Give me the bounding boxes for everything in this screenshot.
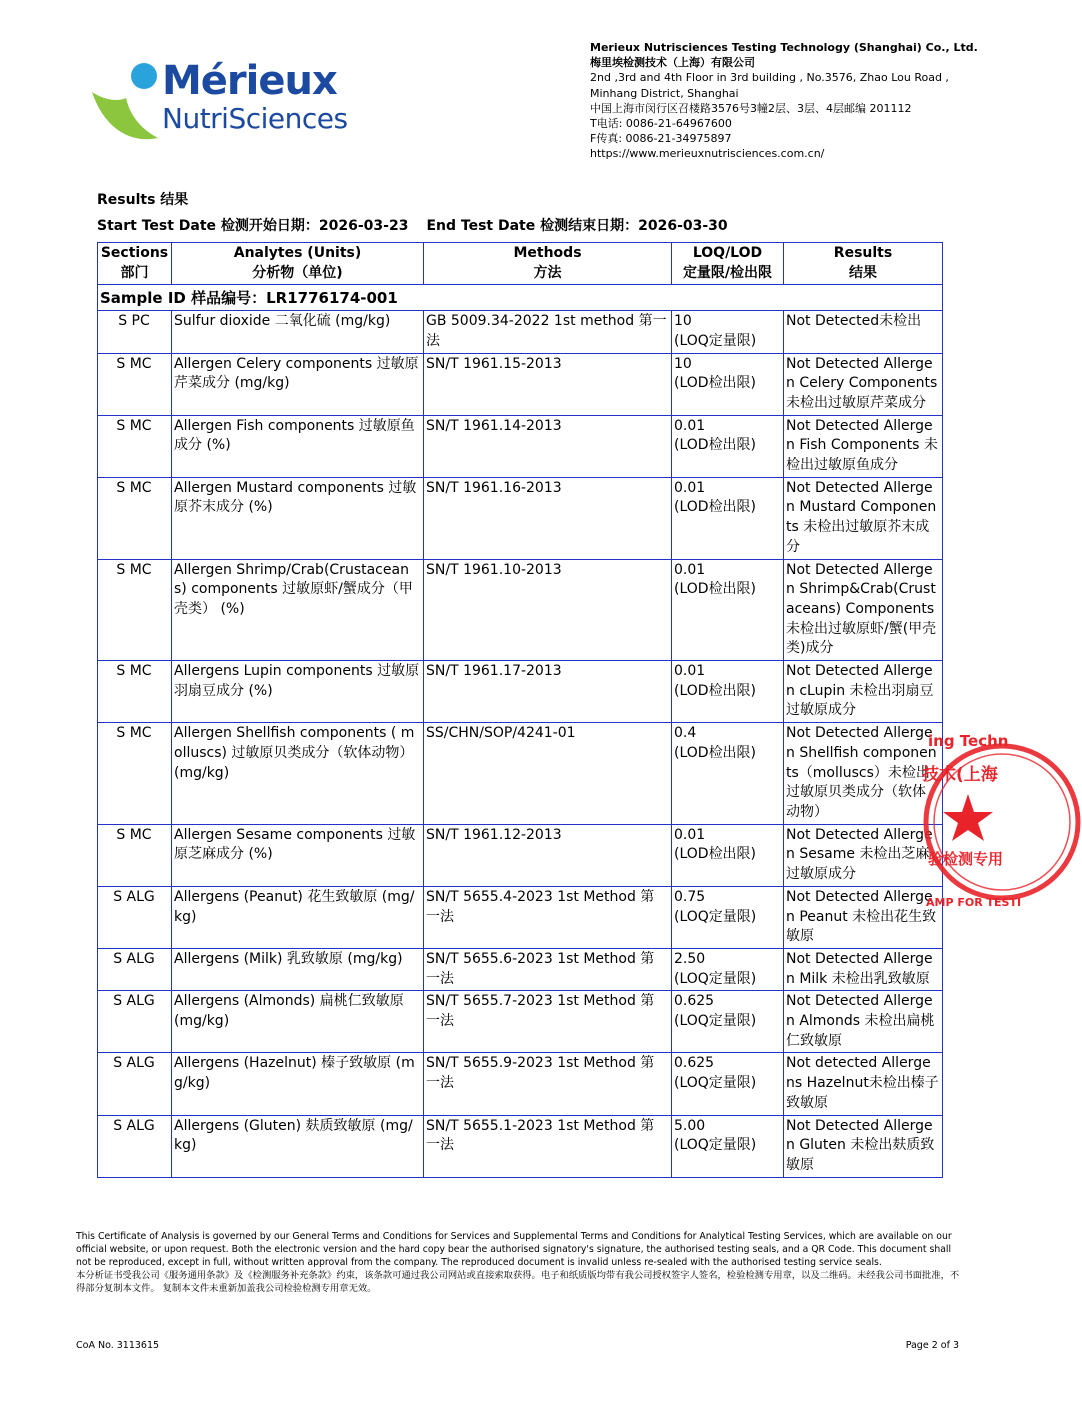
table-row [98, 353, 943, 415]
analyte-cell: Sulfur dioxide 二氧化硫 (mg/kg) [172, 311, 424, 353]
company-address-cn: 中国上海市闵行区召楼路3576号3幢2层、3层、4层邮编 201112 [590, 101, 912, 115]
section-cell: S ALG [98, 1053, 172, 1115]
header-methods: Methods 方法 [424, 243, 672, 285]
loq-cell: 0.01 (LOD检出限) [672, 661, 784, 723]
table-row [98, 991, 943, 1053]
loq-cell: 5.00 (LOQ定量限) [672, 1115, 784, 1177]
section-cell: S MC [98, 477, 172, 559]
result-cell: Not Detected Allergen cLupin 未检出羽扇豆过敏原成分 [784, 661, 943, 723]
result-cell: Not Detected Allergen Shellfish components（molluscs）未检出过敏原贝类成分（软体动物） [784, 723, 943, 825]
section-cell: S MC [98, 824, 172, 886]
analyte-cell: Allergens (Gluten) 麸质致敏原 (mg/kg) [172, 1115, 424, 1177]
results-table [97, 242, 943, 1178]
loq-cell: 0.625 (LOQ定量限) [672, 991, 784, 1053]
analyte-cell: Allergen Shrimp/Crab(Crustaceans) components 过敏原虾/蟹成分（甲壳类） (%) [172, 559, 424, 661]
loq-cell: 0.01 (LOD检出限) [672, 415, 784, 477]
loq-cell: 0.01 (LOD检出限) [672, 559, 784, 661]
company-website: https://www.merieuxnutrisciences.com.cn/ [590, 147, 825, 161]
result-cell: Not Detected未检出 [784, 311, 943, 353]
analyte-cell: Allergens (Milk) 乳致敏原 (mg/kg) [172, 948, 424, 990]
table-header-row [98, 243, 943, 285]
section-cell: S MC [98, 723, 172, 825]
result-cell: Not Detected Allergen Gluten 未检出麸质致敏原 [784, 1115, 943, 1177]
loq-cell: 0.01 (LOD检出限) [672, 824, 784, 886]
page-number: Page 2 of 3 [905, 1340, 959, 1351]
method-cell: SN/T 5655.1-2023 1st Method 第一法 [424, 1115, 672, 1177]
company-address-line1: 2nd ,3rd and 4th Floor in 3rd building , No.3576, Zhao Lou Road , [590, 71, 949, 85]
analyte-cell: Allergens (Almonds) 扁桃仁致敏原 (mg/kg) [172, 991, 424, 1053]
method-cell: SN/T 1961.14-2013 [424, 415, 672, 477]
testing-seal-stamp [922, 722, 1082, 922]
header-sections: Sections 部门 [98, 243, 172, 285]
result-cell: Not Detected Allergen Peanut 未检出花生致敏原 [784, 886, 943, 948]
analyte-cell: Allergens Lupin components 过敏原羽扇豆成分 (%) [172, 661, 424, 723]
footer-disclaimer-en: This Certificate of Analysis is governed by our General Terms and Conditions for Services and Supplemental Terms and Conditions for Analytical Testing Services, which are available on our official website, or upon request. Both the electronic version and the hard copy bear the authorised signatory's signature, the authorised testing seals, and a QR Code. This document shall not be reproduced, except in full, without written approval from the company. The reproduced document is invalid unless re-sealed with the authorised testing service seals. [76, 1231, 952, 1268]
stamp-text-edge: AMP FOR TESTI [926, 896, 1022, 909]
header-loq-lod: LOQ/LOD 定量限/检出限 [672, 243, 784, 285]
stamp-text-mid: 技术(上海 [922, 765, 998, 785]
test-dates [97, 215, 728, 235]
table-row [98, 415, 943, 477]
analyte-cell: Allergen Celery components 过敏原芹菜成分 (mg/kg) [172, 353, 424, 415]
result-cell: Not Detected Allergen Sesame 未检出芝麻过敏原成分 [784, 824, 943, 886]
company-fax: F传真: 0086-21-34975897 [590, 132, 732, 146]
section-cell: S MC [98, 661, 172, 723]
table-row [98, 477, 943, 559]
result-cell: Not Detected Allergen Fish Components 未检出过敏原鱼成分 [784, 415, 943, 477]
table-row [98, 1115, 943, 1177]
method-cell: SN/T 5655.7-2023 1st Method 第一法 [424, 991, 672, 1053]
analyte-cell: Allergen Mustard components 过敏原芥末成分 (%) [172, 477, 424, 559]
loq-cell: 10 (LOQ定量限) [672, 311, 784, 353]
method-cell: SN/T 5655.4-2023 1st Method 第一法 [424, 886, 672, 948]
method-cell: SN/T 5655.9-2023 1st Method 第一法 [424, 1053, 672, 1115]
stamp-text-top: ing Techn [928, 732, 1009, 750]
result-cell: Not Detected Allergen Shrimp&Crab(Crustaceans) Components未检出过敏原虾/蟹(甲壳类)成分 [784, 559, 943, 661]
coa-number: CoA No. 3113615 [76, 1340, 160, 1351]
loq-cell: 0.01 (LOD检出限) [672, 477, 784, 559]
start-test-date: Start Test Date 检测开始日期：2026-03-23 [97, 218, 409, 234]
header-results: Results 结果 [784, 243, 943, 285]
analyte-cell: Allergen Shellfish components ( molluscs) 过敏原贝类成分（软体动物） (mg/kg) [172, 723, 424, 825]
section-cell: S MC [98, 353, 172, 415]
table-row [98, 311, 943, 353]
result-cell: Not detected Allergens Hazelnut未检出榛子致敏原 [784, 1053, 943, 1115]
header-analytes: Analytes (Units) 分析物（单位) [172, 243, 424, 285]
section-cell: S ALG [98, 1115, 172, 1177]
company-logo [90, 58, 348, 148]
analyte-cell: Allergens (Hazelnut) 榛子致敏原 (mg/kg) [172, 1053, 424, 1115]
footer-disclaimer [76, 1230, 961, 1295]
loq-cell: 0.4 (LOD检出限) [672, 723, 784, 825]
company-name-en: Merieux Nutrisciences Testing Technology (Shanghai) Co., Ltd. [590, 41, 978, 54]
method-cell: SS/CHN/SOP/4241-01 [424, 723, 672, 825]
method-cell: SN/T 5655.6-2023 1st Method 第一法 [424, 948, 672, 990]
footer-disclaimer-cn: 本分析证书受我公司《服务通用条款》及《检测服务补充条款》约束，该条款可通过我公司网站或直接索取获得。电子和纸质版均带有我公司授权签字人签名，检验检测专用章，以及二维码。未经我公司书面批准，不得部分复制本文件。 复制本文件未重新加盖我公司检验检测专用章无效。 [76, 1270, 960, 1294]
company-address-block [590, 40, 980, 162]
loq-cell: 0.75 (LOQ定量限) [672, 886, 784, 948]
section-cell: S PC [98, 311, 172, 353]
end-test-date: End Test Date 检测结束日期：2026-03-30 [426, 218, 728, 234]
logo-mark-icon [90, 58, 170, 148]
table-row [98, 1053, 943, 1115]
section-cell: S ALG [98, 886, 172, 948]
table-row [98, 948, 943, 990]
analyte-cell: Allergen Fish components 过敏原鱼成分 (%) [172, 415, 424, 477]
company-telephone: T电话: 0086-21-64967600 [590, 117, 732, 131]
result-cell: Not Detected Allergen Mustard Components 未检出过敏原芥末成分 [784, 477, 943, 559]
analyte-cell: Allergens (Peanut) 花生致敏原 (mg/kg) [172, 886, 424, 948]
method-cell: SN/T 1961.12-2013 [424, 824, 672, 886]
table-row [98, 824, 943, 886]
method-cell: SN/T 1961.10-2013 [424, 559, 672, 661]
section-cell: S MC [98, 559, 172, 661]
method-cell: SN/T 1961.15-2013 [424, 353, 672, 415]
table-row [98, 661, 943, 723]
method-cell: GB 5009.34-2022 1st method 第一法 [424, 311, 672, 353]
stamp-text-bottom: 验检测专用 [928, 850, 1004, 868]
loq-cell: 10 (LOD检出限) [672, 353, 784, 415]
company-name-cn: 梅里埃检测技术（上海）有限公司 [590, 56, 755, 70]
result-cell: Not Detected Allergen Almonds 未检出扁桃仁致敏原 [784, 991, 943, 1053]
analyte-cell: Allergen Sesame components 过敏原芝麻成分 (%) [172, 824, 424, 886]
sample-id-row [98, 285, 943, 311]
table-row [98, 886, 943, 948]
logo-wordmark-line1: Mérieux [162, 58, 337, 104]
sample-id: Sample ID 样品编号：LR1776174-001 [98, 285, 943, 311]
result-cell: Not Detected Allergen Milk 未检出乳致敏原 [784, 948, 943, 990]
method-cell: SN/T 1961.17-2013 [424, 661, 672, 723]
table-row [98, 559, 943, 661]
section-cell: S MC [98, 415, 172, 477]
method-cell: SN/T 1961.16-2013 [424, 477, 672, 559]
logo-wordmark-line2: NutriSciences [162, 102, 348, 135]
result-cell: Not Detected Allergen Celery Components 未检出过敏原芹菜成分 [784, 353, 943, 415]
company-address-line2: Minhang District, Shanghai [590, 86, 739, 100]
loq-cell: 2.50 (LOQ定量限) [672, 948, 784, 990]
section-cell: S ALG [98, 991, 172, 1053]
table-row [98, 723, 943, 825]
loq-cell: 0.625 (LOQ定量限) [672, 1053, 784, 1115]
section-cell: S ALG [98, 948, 172, 990]
results-heading: Results 结果 [97, 192, 189, 208]
